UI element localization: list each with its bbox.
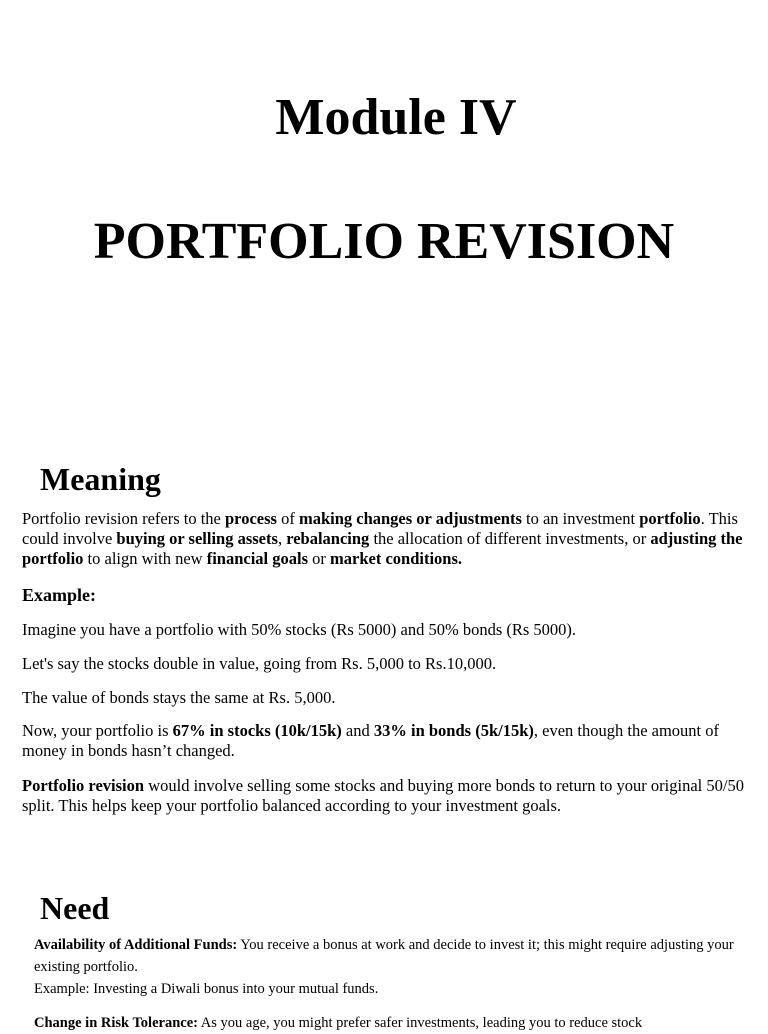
bold-text: financial goals — [206, 549, 309, 568]
text-run: , — [277, 529, 287, 548]
bold-text: Portfolio revision — [22, 776, 145, 795]
text-run: As you age, you might prefer safer investments, leading you to reduce stock — [197, 1015, 643, 1031]
need-item-additional-funds — [34, 934, 734, 1000]
bold-text: market conditions. — [330, 549, 463, 568]
bold-text: making changes or adjustments — [298, 509, 522, 528]
text-run: and — [341, 721, 374, 740]
text-run: to align with new — [83, 549, 207, 568]
text-run: would involve selling some stocks and buying more bonds to return to your original 50/50 split. This helps keep your portfolio balanced according to your investment goals. — [22, 776, 744, 815]
need-item-example: Example: Investing a Diwali bonus into your mutual funds. — [34, 981, 379, 997]
bold-text: 67% in stocks (10k/15k) — [172, 721, 342, 740]
text-run: of — [276, 509, 299, 528]
bold-text: 33% in bonds (5k/15k) — [373, 721, 534, 740]
example-line-1: Imagine you have a portfolio with 50% stocks (Rs 5000) and 50% bonds (Rs 5000). — [22, 620, 577, 639]
example-line-3: The value of bonds stays the same at Rs. 5,000. — [22, 688, 336, 707]
example-label: Example: — [22, 585, 96, 605]
meaning-heading: Meaning — [40, 461, 161, 497]
text-run: Portfolio revision refers to the — [22, 509, 225, 528]
text-run: or — [308, 549, 331, 568]
need-heading: Need — [40, 890, 110, 926]
need-item-risk-tolerance — [34, 1012, 734, 1034]
text-run: You receive a bonus at work and decide to invest it; this might require adjusting your existing portfolio. — [34, 937, 734, 975]
text-run: to an investment — [521, 509, 640, 528]
text-run: . This could involve — [22, 509, 738, 548]
bold-text: portfolio — [639, 509, 701, 528]
bold-text: process — [225, 509, 277, 528]
text-run: , even though the amount of money in bonds hasn’t changed. — [22, 721, 720, 760]
bold-text: adjusting the portfolio — [22, 529, 743, 568]
example-line-5 — [22, 776, 752, 816]
example-line-4 — [22, 721, 752, 761]
module-title: Module IV — [275, 89, 517, 146]
meaning-paragraph — [22, 509, 752, 569]
bold-text: Availability of Additional Funds: — [34, 937, 238, 953]
example-line-2: Let's say the stocks double in value, going from Rs. 5,000 to Rs.10,000. — [22, 654, 497, 673]
need-item-text — [34, 937, 734, 975]
need-item-text — [34, 1015, 642, 1031]
bold-text: buying or selling assets — [116, 529, 278, 548]
bold-text: Change in Risk Tolerance: — [34, 1015, 198, 1031]
text-run: the allocation of different investments, or — [369, 529, 651, 548]
text-run: Now, your portfolio is — [22, 721, 173, 740]
bold-text: rebalancing — [286, 529, 370, 548]
page-title: PORTFOLIO REVISION — [93, 213, 675, 270]
